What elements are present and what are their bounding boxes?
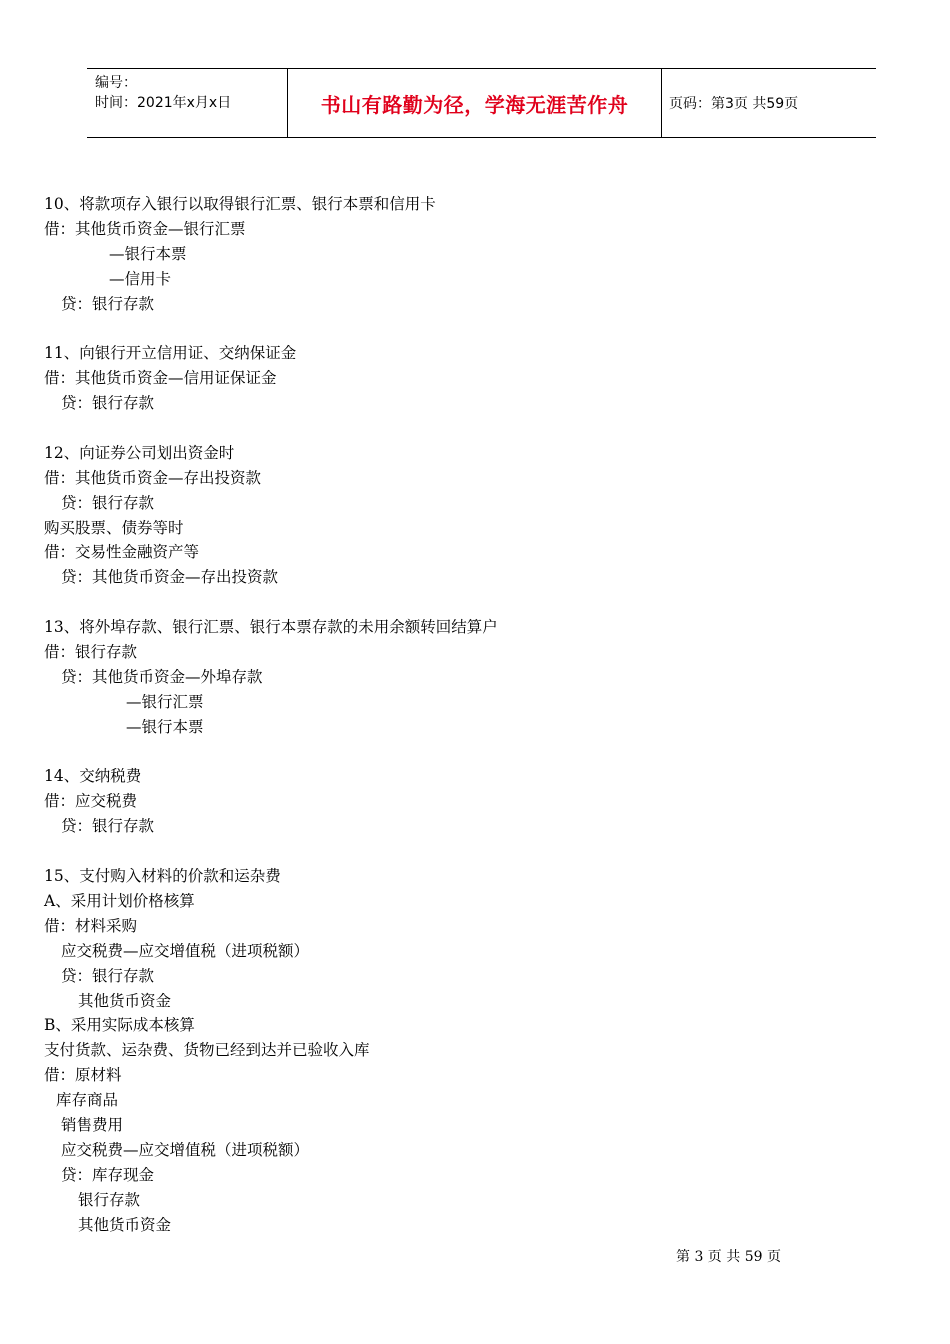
header-motto: 书山有路勤为径，学海无涯苦作舟 xyxy=(320,92,629,117)
section-title: 11、向银行开立信用证、交纳保证金 xyxy=(44,344,297,363)
page-header xyxy=(87,68,876,138)
sub-account-entry: —信用卡 xyxy=(109,269,172,288)
sub-account-entry: —银行本票 xyxy=(126,717,204,736)
debit-entry-continued: 应交税费—应交增值税（进项税额） xyxy=(61,941,310,960)
debit-entry-continued: 库存商品 xyxy=(56,1091,119,1110)
debit-entry: 借：银行存款 xyxy=(44,643,138,662)
header-page-cell xyxy=(661,69,876,137)
debit-entry: 借：其他货币资金—存出投资款 xyxy=(44,468,262,487)
section-title: 14、交纳税费 xyxy=(44,767,142,786)
sub-heading: B、采用实际成本核算 xyxy=(44,1016,195,1035)
debit-entry: 借：其他货币资金—银行汇票 xyxy=(44,219,246,238)
document-body xyxy=(44,192,904,1237)
debit-entry: 借：其他货币资金—信用证保证金 xyxy=(44,369,277,388)
credit-entry: 贷：银行存款 xyxy=(61,394,155,413)
credit-entry: 贷：银行存款 xyxy=(61,294,155,313)
sub-account-entry: —银行汇票 xyxy=(126,692,204,711)
page-footer: 第 3 页 共 59 页 xyxy=(676,1249,781,1265)
document-date-label: 时间：2021年x月x日 xyxy=(95,95,232,111)
section-title: 15、支付购入材料的价款和运杂费 xyxy=(44,867,281,886)
sub-heading: A、采用计划价格核算 xyxy=(44,891,195,910)
credit-entry: 贷：库存现金 xyxy=(61,1165,155,1184)
debit-entry-continued: 应交税费—应交增值税（进项税额） xyxy=(61,1140,310,1159)
header-meta-cell xyxy=(87,69,287,137)
credit-entry: 贷：银行存款 xyxy=(61,493,155,512)
debit-entry: 借：原材料 xyxy=(44,1066,122,1085)
section-spacer xyxy=(44,740,904,765)
section-title: 12、向证券公司划出资金时 xyxy=(44,443,235,462)
debit-entry: 借：材料采购 xyxy=(44,916,138,935)
section-spacer xyxy=(44,416,904,441)
credit-entry-continued: 其他货币资金 xyxy=(78,1215,172,1234)
credit-entry-continued: 其他货币资金 xyxy=(78,991,172,1010)
credit-entry-continued: 银行存款 xyxy=(78,1190,141,1209)
section-spacer xyxy=(44,590,904,615)
section-title: 13、将外埠存款、银行汇票、银行本票存款的未用余额转回结算户 xyxy=(44,618,498,637)
header-page-info: 页码：第3页 共59页 xyxy=(669,96,799,112)
debit-entry-continued: 销售费用 xyxy=(61,1115,124,1134)
credit-entry: 贷：其他货币资金—存出投资款 xyxy=(61,568,279,587)
debit-entry: 借：应交税费 xyxy=(44,792,138,811)
credit-entry: 贷：其他货币资金—外埠存款 xyxy=(61,667,263,686)
credit-entry: 贷：银行存款 xyxy=(61,817,155,836)
document-number-label: 编号： xyxy=(95,75,137,91)
credit-entry: 贷：银行存款 xyxy=(61,966,155,985)
header-motto-cell xyxy=(287,69,662,137)
section-title: 10、将款项存入银行以取得银行汇票、银行本票和信用卡 xyxy=(44,195,436,213)
debit-entry: 借：交易性金融资产等 xyxy=(44,543,200,562)
sub-account-entry: —银行本票 xyxy=(109,244,187,263)
sub-heading: 购买股票、债券等时 xyxy=(44,518,184,537)
section-spacer xyxy=(44,316,904,341)
description-line: 支付货款、运杂费、货物已经到达并已验收入库 xyxy=(44,1041,370,1060)
section-spacer xyxy=(44,839,904,864)
